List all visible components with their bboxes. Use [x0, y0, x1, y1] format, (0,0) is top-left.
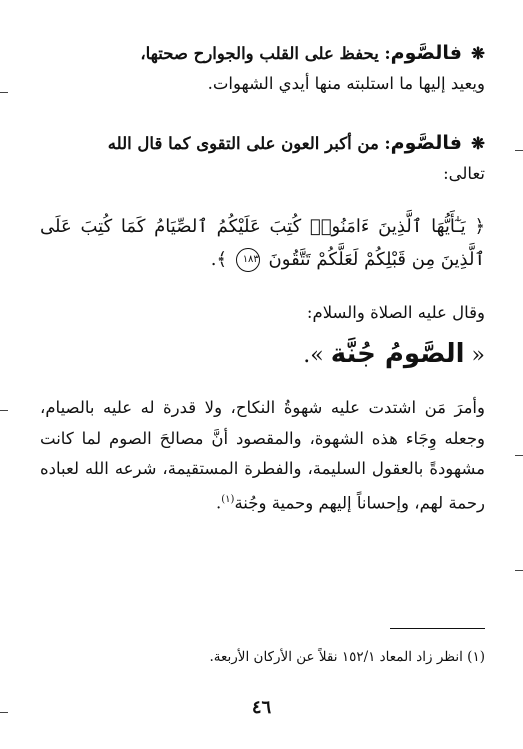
quote-close: ». [303, 343, 324, 368]
hadith-quote [40, 336, 485, 374]
paragraph-line: تعالى: [443, 164, 485, 183]
footnote-text: انظر زاد المعاد ١٥٢/١ نقلاً عن الأركان الأربعة. [209, 649, 463, 665]
margin-mark [515, 150, 523, 151]
paragraph-text: وأمرَ مَن اشتدت عليه شهوةُ النكاح، ولا قدرة له عليه بالصيام، وجعله وِجَاء هذه الشهوة، والمقصود أنَّ مصالحَ الصوم لما كانت مشهودةً بالعقول السليمة، والفطرة المستقيمة، شرعه الله لعباده رحمة لهم، وإحساناً إليهم وحمية وجُنة [40, 398, 485, 512]
margin-mark [0, 92, 8, 93]
hadith-intro: وقال عليه الصلاة والسلام: [306, 303, 485, 322]
quran-text: يَـٰٓأَيُّهَا ٱلَّذِينَ ءَامَنُوا۟ كُتِبَ عَلَيْكُمُ ٱلصِّيَامُ كَمَا كُتِبَ عَلَى ٱلَّذِينَ مِن قَبْلِكُمْ لَعَلَّكُمْ تَتَّقُونَ [40, 216, 485, 270]
paragraph-marriage-fasting [40, 393, 485, 519]
quote-open: « [471, 343, 485, 368]
keyword-fasting: فالصَّوم [390, 42, 462, 64]
bullet-star-icon: ❋ [471, 134, 485, 153]
quran-close-bracket: ﴾. [210, 249, 228, 270]
bullet-star-icon: ❋ [471, 44, 485, 63]
paragraph-line [40, 128, 485, 159]
paragraph-text: : من أكبر العون على التقوى كما قال الله [107, 134, 391, 153]
margin-mark [0, 712, 8, 713]
ayah-number-icon: ١٨٣ [236, 248, 260, 272]
quran-open-bracket: ﴿ [474, 216, 485, 237]
paragraph-end: . [216, 493, 222, 512]
footnote-reference[interactable]: (١) [221, 493, 235, 505]
paragraph-line: ويعيد إليها ما استلبته منها أيدي الشهوات. [207, 74, 485, 93]
footnote-divider [390, 628, 485, 629]
paragraph-text: : يحفظ على القلب والجوارح صحتها، [140, 44, 391, 63]
footnote-marker: (١) [467, 649, 485, 665]
margin-mark [515, 455, 523, 456]
margin-mark [0, 410, 8, 411]
keyword-fasting: فالصَّوم [390, 132, 462, 154]
paragraph-fasting-health [40, 38, 485, 99]
hadith-text: الصَّومُ جُنَّة [330, 339, 465, 369]
paragraph-line [40, 38, 485, 69]
footnote [40, 646, 485, 668]
paragraph-fasting-taqwa [40, 128, 485, 189]
page-number: ٤٦ [251, 697, 272, 718]
quran-verse [40, 210, 485, 276]
margin-mark [515, 570, 523, 571]
